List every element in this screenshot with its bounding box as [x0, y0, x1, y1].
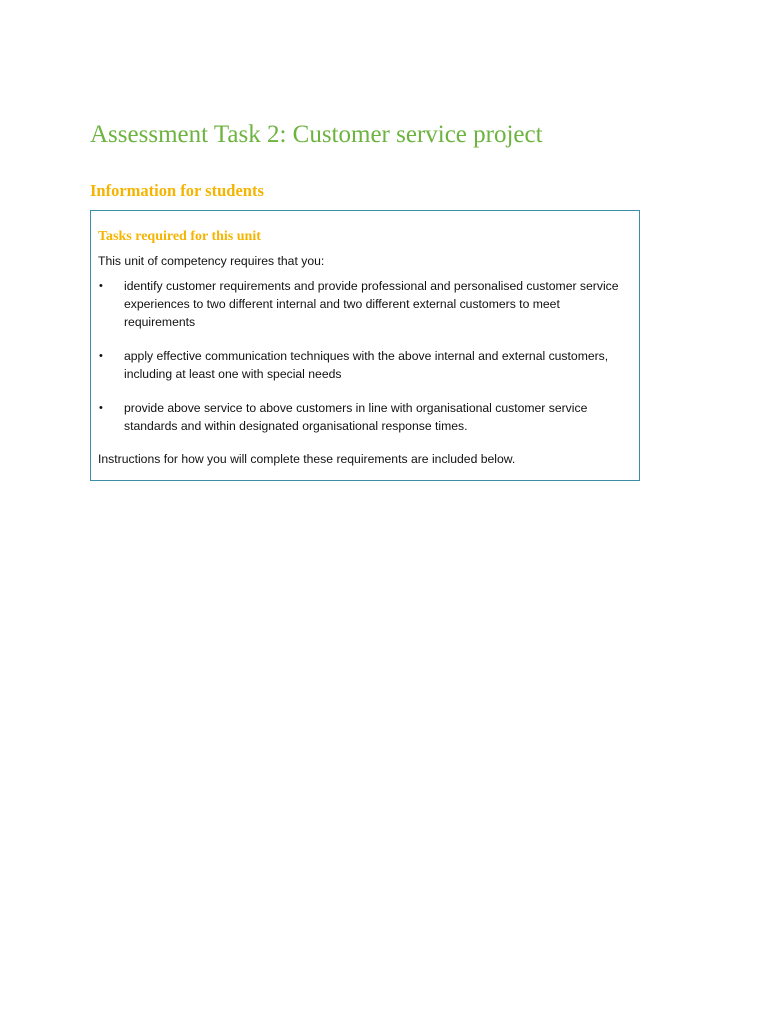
- bullet-icon: •: [99, 402, 103, 414]
- list-item-text: identify customer requirements and provide professional and personalised customer service experiences to two different internal and two different external customers to meet requirements: [124, 279, 619, 329]
- list-item: [98, 399, 631, 435]
- outro-text: Instructions for how you will complete these requirements are included below.: [98, 452, 516, 466]
- intro-text: This unit of competency requires that you:: [98, 254, 325, 268]
- tasks-info-box: [90, 210, 640, 481]
- list-item: [98, 347, 631, 383]
- list-item-text: provide above service to above customers in line with organisational customer service standards and within designated organisational response times.: [124, 401, 588, 433]
- page-title: Assessment Task 2: Customer service project: [90, 121, 543, 148]
- bullet-icon: •: [99, 280, 103, 292]
- section-heading: Information for students: [90, 181, 264, 200]
- box-heading: Tasks required for this unit: [98, 229, 261, 244]
- task-list: [98, 277, 631, 435]
- list-item: [98, 277, 631, 331]
- list-item-text: apply effective communication techniques with the above internal and external customers, including at least one with special needs: [124, 349, 609, 381]
- bullet-icon: •: [99, 350, 103, 362]
